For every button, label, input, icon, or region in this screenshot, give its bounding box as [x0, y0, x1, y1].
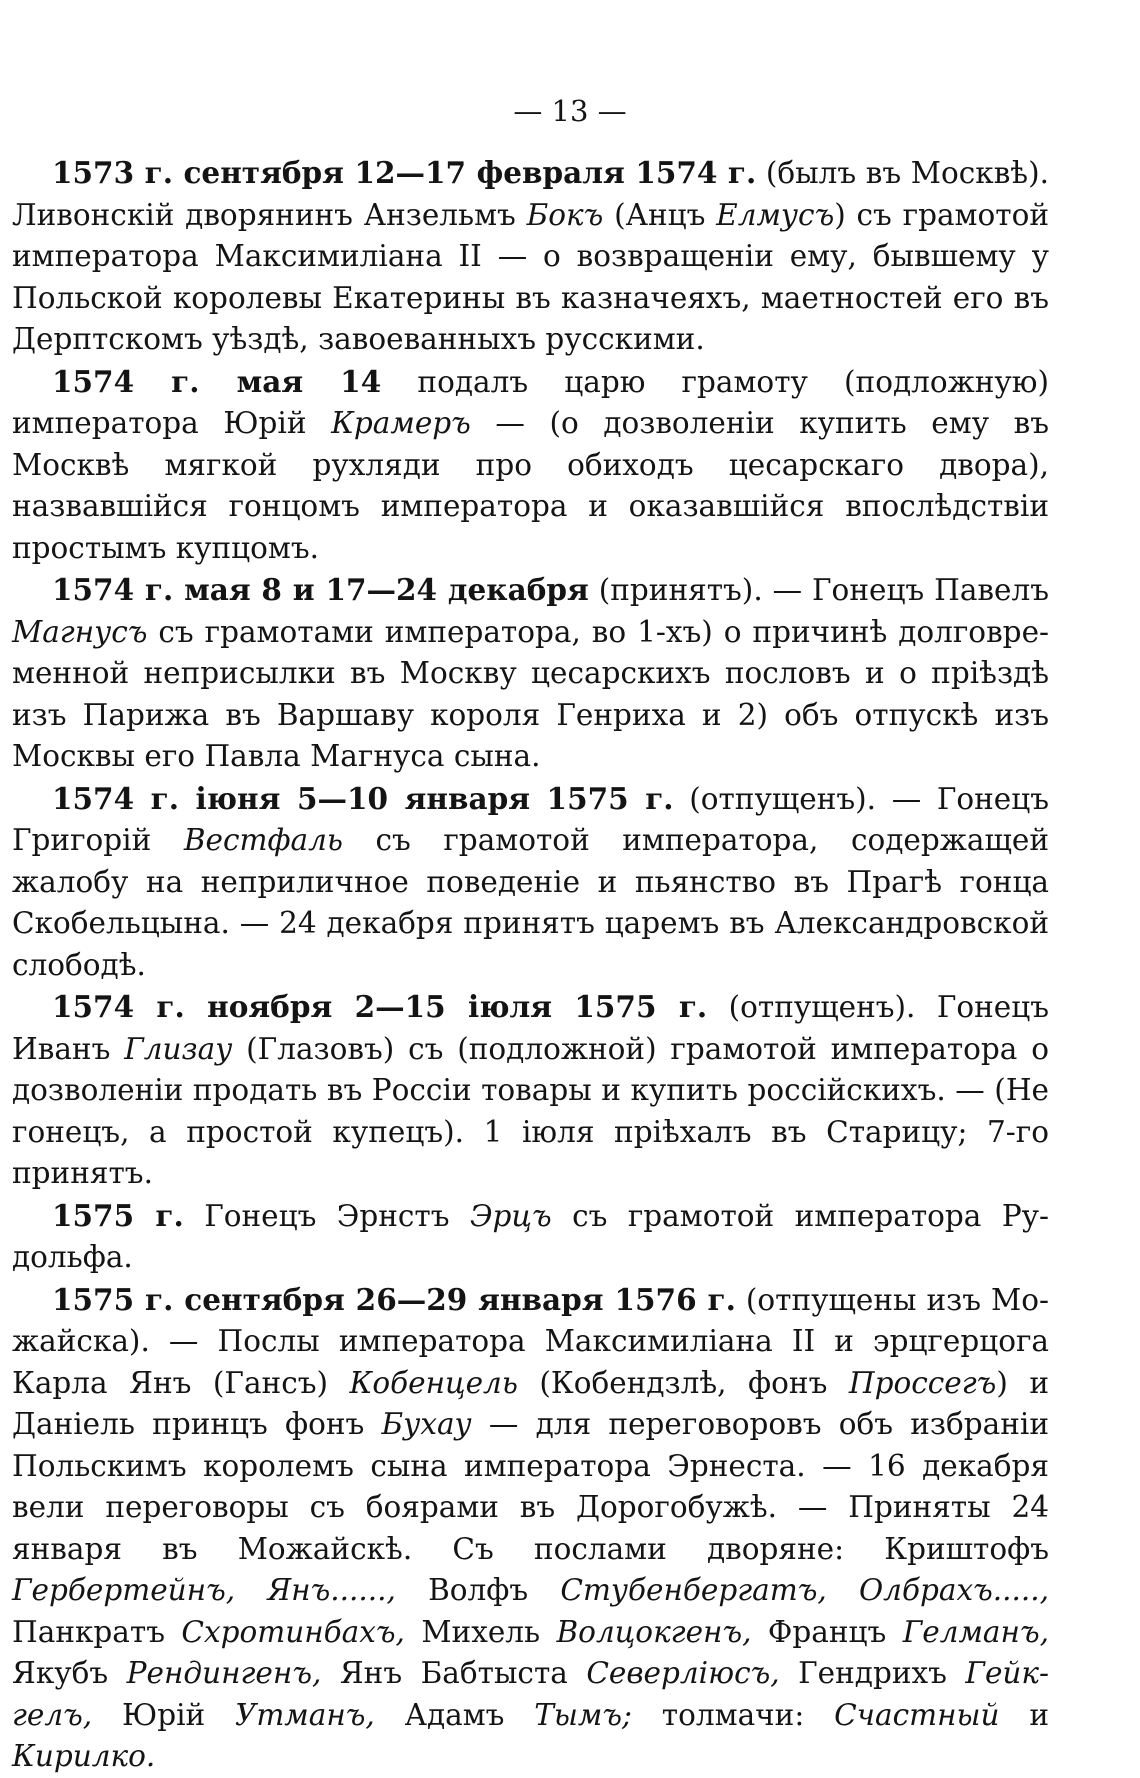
entry-text: (Глазовъ) съ (подложной) грамотой императора о дозволеніи продать въ Россіи товары и купить россійскихъ. — (Не гонецъ, а простой купецъ). 1 іюля пріѣхалъ въ Старицу; 7-го принятъ.: [12, 1031, 1049, 1190]
person-name: Гербертейнъ, Янъ......,: [12, 1573, 396, 1607]
entry-date: 1574 г. ноября 2—15 іюля 1575 г.: [52, 989, 708, 1024]
person-name: Волцокгенъ,: [556, 1614, 752, 1649]
entry-text: — для переговоровъ объ избраніи Польскимъ королемъ сына императора Эрнеста. — 16 декабря вели переговоры съ боярами въ Дорогобужѣ. — Приняты 24 января въ Можайскѣ. Съ послами дворяне: Криштофъ: [12, 1407, 1049, 1566]
person-name: Кирилко.: [12, 1739, 156, 1773]
entry-text: Гендрихъ: [779, 1656, 966, 1690]
entry-text: Гонецъ Эрнстъ: [183, 1198, 470, 1233]
person-name: Крамеръ: [331, 406, 471, 440]
entry-date: 1574 г. мая 14: [52, 363, 382, 399]
entry-text: Адамъ: [374, 1697, 535, 1732]
person-name: Схротинбахъ,: [181, 1614, 405, 1649]
person-name: Гейкгелъ,: [12, 1656, 1049, 1732]
entry-text: Францъ: [751, 1614, 903, 1649]
entry-text: и: [999, 1697, 1049, 1732]
entry-text: съ грамотой императора, содержащей жалобу на неприличное поведеніе и пьянство въ Прагѣ гонца Скобельцына. — 24 декабря принятъ царемъ въ Александровской слободѣ.: [12, 823, 1049, 982]
person-name: Елмусъ: [716, 197, 835, 232]
entry-paragraph: [12, 1279, 1049, 1778]
entry-text: (отпущенъ). Гонецъ Иванъ: [12, 990, 1050, 1066]
person-name: Бухау: [381, 1407, 472, 1441]
document-body: [12, 152, 1049, 1778]
person-name: Эрцъ: [469, 1198, 552, 1233]
person-name: Гелманъ,: [902, 1614, 1049, 1649]
entry-paragraph: [12, 152, 1049, 361]
person-name: Бокъ: [526, 197, 604, 232]
person-name: Счастный: [834, 1697, 1000, 1732]
entry-text: Янъ Бабтыста: [321, 1656, 587, 1690]
entry-text: подалъ царю грамоту (подложную) императора Юрій: [12, 364, 1049, 440]
entry-paragraph: [12, 778, 1049, 987]
entry-text: Якубъ: [12, 1656, 127, 1690]
entry-text: Панкратъ: [12, 1614, 182, 1649]
entry-text: Волфъ: [395, 1573, 561, 1607]
person-name: Проссегъ: [848, 1365, 997, 1400]
entry-text: Михель: [404, 1614, 557, 1649]
entry-date: 1575 г.: [52, 1197, 184, 1233]
person-name: Кобенцель: [349, 1365, 518, 1400]
entry-paragraph: [12, 569, 1049, 778]
entry-text: толмачи:: [632, 1697, 835, 1732]
person-name: Магнусъ: [12, 614, 148, 649]
person-name: Рендингенъ,: [126, 1656, 322, 1690]
entry-text: (Анцъ: [603, 197, 717, 232]
entry-text: (отпущены изъ Можайска). — Послы императора Максимиліана II и эрцгерцога Карла Янъ (Гансъ): [12, 1282, 1049, 1400]
person-name: Утманъ,: [235, 1697, 375, 1732]
page-number: — 13 —: [513, 94, 627, 128]
entry-paragraph: [12, 986, 1049, 1195]
entry-date: 1574 г. іюня 5—10 января 1575 г.: [52, 780, 674, 816]
entry-paragraph: [12, 1195, 1049, 1279]
entry-text: (былъ въ Москвѣ). Ливонскій дворянинъ Анзельмъ: [12, 156, 1049, 232]
entry-text: (отпущенъ). — Гонецъ Григорій: [12, 781, 1049, 857]
entry-date: 1574 г. мая 8 и 17—24 декабря: [52, 572, 589, 607]
entry-text: Юрій: [92, 1697, 235, 1732]
person-name: Вестфаль: [183, 823, 343, 857]
person-name: Глизау: [124, 1031, 233, 1066]
entry-text: — (о дозволеніи купить ему въ Москвѣ мягкой рухляди про обиходъ цесарскаго двора), назвавшійся гонцомъ императора и оказавшійся впослѣдствіи простымъ купцомъ.: [12, 406, 1049, 565]
entry-text: ) и Даніель принцъ фонъ: [12, 1365, 1049, 1441]
entry-date: 1573 г. сентября 12—17 февраля 1574 г.: [52, 155, 757, 190]
person-name: Тымъ;: [534, 1697, 632, 1732]
entry-text: съ грамотой императора Рудольфа.: [12, 1198, 1049, 1274]
entry-date: 1575 г. сентября 26—29 января 1576 г.: [52, 1281, 736, 1317]
entry-text: ) съ грамотой императора Максимиліана II — о возвращеніи ему, бывшему у Польской королевы Екатерины въ казначеяхъ, маетностей его въ Дерптскомъ уѣздѣ, завоеванныхъ русскими.: [12, 197, 1049, 356]
entry-text: съ грамотами императора, во 1-хъ) о причинѣ долговременной неприсылки въ Москву цесарскихъ пословъ и о пріѣздѣ изъ Парижа въ Варшаву короля Генриха и 2) объ отпускѣ изъ Москвы его Павла Магнуса сына.: [12, 614, 1049, 773]
person-name: Северліюсъ,: [586, 1656, 780, 1690]
entry-text: (принятъ). — Гонецъ Павелъ: [588, 573, 1049, 607]
entry-text: (Кобендзлѣ, фонъ: [517, 1365, 849, 1400]
entry-paragraph: [12, 361, 1049, 570]
person-name: Стубенбергатъ, Олбрахъ.....,: [560, 1573, 1050, 1607]
